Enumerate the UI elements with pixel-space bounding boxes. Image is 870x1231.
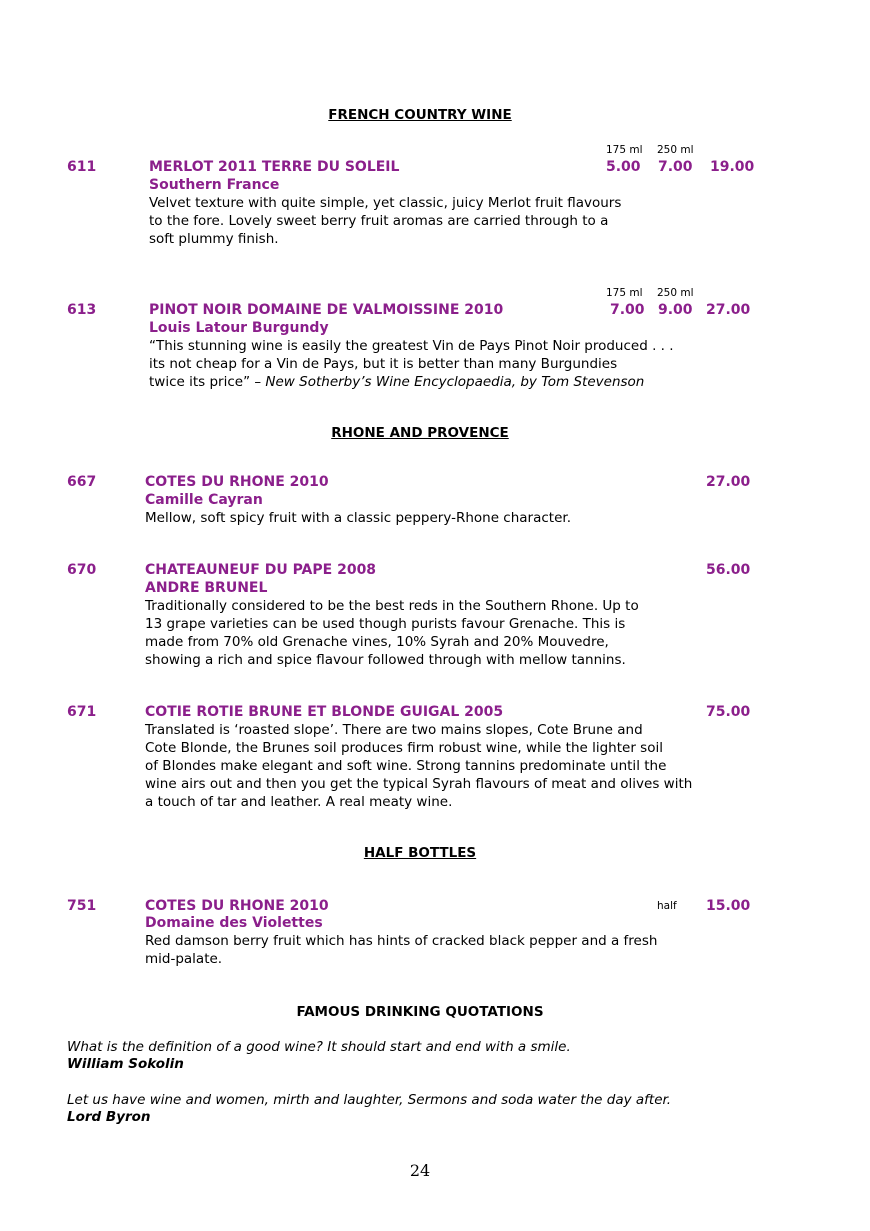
description-line: showing a rich and spice flavour followed through with mellow tannins. [145, 652, 626, 668]
price-bottle: 19.00 [710, 159, 755, 175]
glass-size-small-label: 175 ml [606, 144, 643, 156]
price-glass-small: 7.00 [610, 302, 645, 318]
glass-size-small-label: 175 ml [606, 287, 643, 299]
citation-source: New Sotherby’s Wine Encyclopaedia, by Tom Stevenson [265, 374, 645, 390]
section-heading-quotations: FAMOUS DRINKING QUOTATIONS [296, 1004, 544, 1020]
wine-origin: Southern France [149, 177, 280, 193]
section-heading-rhone: RHONE AND PROVENCE [331, 425, 509, 441]
description-line: Velvet texture with quite simple, yet classic, juicy Merlot fruit flavours [149, 195, 622, 211]
wine-number: 611 [67, 159, 97, 175]
glass-size-large-label: 250 ml [657, 287, 694, 299]
description-line: Mellow, soft spicy fruit with a classic peppery-Rhone character. [145, 510, 571, 526]
description-line: its not cheap for a Vin de Pays, but it is better than many Burgundies [149, 356, 618, 372]
glass-size-large-label: 250 ml [657, 144, 694, 156]
price-bottle: 27.00 [706, 474, 751, 490]
quote-text: What is the definition of a good wine? It should start and end with a smile. [67, 1039, 571, 1055]
wine-description [149, 194, 621, 248]
price-bottle: 27.00 [706, 302, 751, 318]
wine-description [149, 337, 674, 391]
wine-number: 751 [67, 898, 97, 914]
wine-name: CHATEAUNEUF DU PAPE 2008 [145, 562, 377, 578]
quote-author: Lord Byron [67, 1109, 151, 1125]
wine-origin: Domaine des Violettes [145, 915, 323, 931]
wine-name: COTES DU RHONE 2010 [145, 474, 329, 490]
bottle-size-label: half [657, 900, 677, 912]
wine-origin: Camille Cayran [145, 492, 263, 508]
quote-author: William Sokolin [67, 1056, 184, 1072]
wine-description [145, 932, 657, 968]
description-text: twice its price” – [149, 374, 266, 390]
price-glass-large: 9.00 [658, 302, 693, 318]
description-line: Red damson berry fruit which has hints of cracked black pepper and a fresh [145, 933, 658, 949]
description-line: a touch of tar and leather. A real meaty wine. [145, 794, 453, 810]
wine-description [145, 597, 639, 669]
price-bottle: 56.00 [706, 562, 751, 578]
description-line: made from 70% old Grenache vines, 10% Syrah and 20% Mouvedre, [145, 634, 609, 650]
description-line: wine airs out and then you get the typical Syrah flavours of meat and olives with [145, 776, 693, 792]
wine-number: 671 [67, 704, 97, 720]
wine-number: 667 [67, 474, 97, 490]
description-line: 13 grape varieties can be used though purists favour Grenache. This is [145, 616, 626, 632]
description-line: to the fore. Lovely sweet berry fruit aromas are carried through to a [149, 213, 609, 229]
price-bottle: 75.00 [706, 704, 751, 720]
wine-origin: ANDRE BRUNEL [145, 580, 268, 596]
description-line: Cote Blonde, the Brunes soil produces firm robust wine, while the lighter soil [145, 740, 663, 756]
page-number: 24 [409, 1161, 431, 1180]
description-line [149, 373, 674, 391]
section-heading-french: FRENCH COUNTRY WINE [328, 107, 512, 123]
price-bottle: 15.00 [706, 898, 751, 914]
wine-number: 670 [67, 562, 97, 578]
description-line: Translated is ‘roasted slope’. There are two mains slopes, Cote Brune and [145, 722, 643, 738]
wine-name: COTES DU RHONE 2010 [145, 898, 329, 914]
description-line: soft plummy finish. [149, 231, 279, 247]
wine-origin: Louis Latour Burgundy [149, 320, 329, 336]
description-line: mid-palate. [145, 951, 223, 967]
wine-name: MERLOT 2011 TERRE DU SOLEIL [149, 159, 400, 175]
wine-number: 613 [67, 302, 97, 318]
price-glass-small: 5.00 [606, 159, 641, 175]
section-heading-half-bottles: HALF BOTTLES [363, 845, 477, 861]
description-line: “This stunning wine is easily the greatest Vin de Pays Pinot Noir produced . . . [149, 338, 674, 354]
wine-description [145, 509, 571, 527]
description-line: Traditionally considered to be the best reds in the Southern Rhone. Up to [145, 598, 639, 614]
description-line: of Blondes make elegant and soft wine. Strong tannins predominate until the [145, 758, 667, 774]
quote-text: Let us have wine and women, mirth and laughter, Sermons and soda water the day after. [67, 1092, 672, 1108]
wine-description [145, 721, 692, 811]
price-glass-large: 7.00 [658, 159, 693, 175]
wine-name: COTIE ROTIE BRUNE ET BLONDE GUIGAL 2005 [145, 704, 504, 720]
wine-name: PINOT NOIR DOMAINE DE VALMOISSINE 2010 [149, 302, 504, 318]
